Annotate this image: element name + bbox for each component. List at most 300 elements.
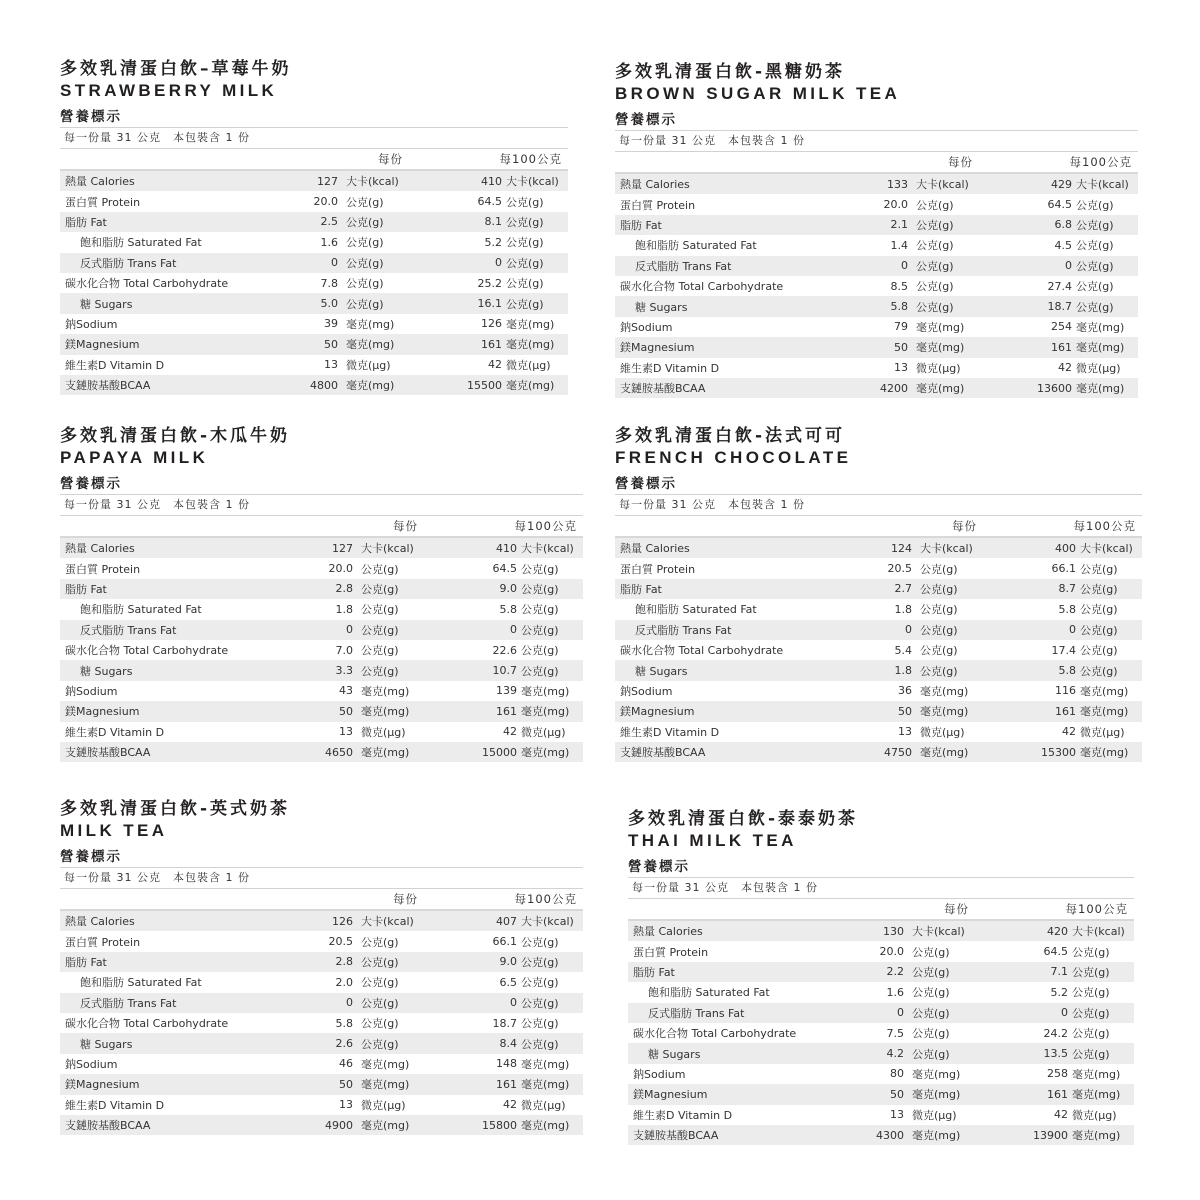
- per-100g-value: 410: [496, 541, 517, 555]
- per-100g-unit: 毫克(mg): [1080, 746, 1129, 760]
- per-100g-value: 116: [1055, 684, 1076, 698]
- per-100g-unit: 公克(g): [1080, 644, 1118, 658]
- table-row: [615, 722, 1142, 742]
- per-100g-unit: 毫克(mg): [506, 338, 555, 352]
- per-100g-unit: 毫克(mg): [1076, 341, 1125, 355]
- table-row: [615, 599, 1142, 619]
- per-100g-unit: 公克(g): [521, 603, 559, 617]
- per-100g-unit: 公克(g): [1076, 239, 1114, 253]
- col-per-serving: 每份: [944, 902, 969, 916]
- nutrient-name: 支鏈胺基酸BCAA: [620, 382, 706, 396]
- per-100g-value: 42: [1054, 1108, 1068, 1122]
- col-per-100g: 每100公克: [1065, 902, 1128, 916]
- per-serving-value: 50: [324, 337, 338, 351]
- per-100g-value: 8.7: [1058, 582, 1076, 596]
- product-title-en: FRENCH CHOCOLATE: [615, 448, 852, 467]
- nutrient-name: 糖 Sugars: [648, 1047, 701, 1061]
- table-row: [60, 972, 583, 992]
- per-100g-value: 13900: [1033, 1128, 1068, 1142]
- per-serving-unit: 毫克(mg): [916, 382, 965, 396]
- per-serving-unit: 公克(g): [361, 935, 399, 949]
- per-100g-value: 4.5: [1054, 238, 1072, 252]
- per-serving-unit: 大卡(kcal): [361, 542, 414, 556]
- per-serving-value: 0: [346, 623, 353, 637]
- nutrition-panel-5: [60, 798, 583, 1135]
- per-100g-unit: 公克(g): [521, 1017, 559, 1031]
- column-header: [60, 516, 583, 538]
- per-100g-value: 18.7: [492, 1016, 517, 1030]
- nutrient-name: 維生素D Vitamin D: [65, 358, 165, 372]
- per-100g-value: 7.1: [1050, 965, 1068, 979]
- per-100g-value: 5.2: [1050, 985, 1068, 999]
- per-serving-unit: 毫克(mg): [361, 1057, 410, 1071]
- per-serving-unit: 毫克(mg): [912, 1088, 961, 1102]
- per-100g-value: 64.5: [1047, 198, 1072, 212]
- per-serving-unit: 公克(g): [346, 297, 384, 311]
- col-per-100g: 每100公克: [499, 152, 562, 166]
- per-serving-unit: 公克(g): [912, 1027, 950, 1041]
- nutrient-name: 碳水化合物 Total Carbohydrate: [620, 644, 784, 658]
- table-row: [628, 921, 1134, 941]
- per-serving-value: 46: [339, 1057, 353, 1071]
- per-100g-value: 0: [1065, 259, 1072, 273]
- col-per-serving: 每份: [393, 892, 418, 906]
- per-100g-value: 0: [510, 996, 517, 1010]
- table-row: [60, 1013, 583, 1033]
- per-serving-unit: 公克(g): [361, 996, 399, 1010]
- nutrient-name: 熱量 Calories: [633, 925, 703, 939]
- per-100g-unit: 毫克(mg): [506, 379, 555, 393]
- per-100g-unit: 公克(g): [1080, 562, 1118, 576]
- per-serving-unit: 微克(μg): [346, 358, 391, 372]
- nutrition-panel-4: [615, 425, 1142, 762]
- table-row: [60, 293, 568, 313]
- per-100g-value: 13600: [1037, 381, 1072, 395]
- per-100g-value: 15800: [482, 1118, 517, 1132]
- per-100g-unit: 公克(g): [521, 562, 559, 576]
- serving-info: 每一份量 31 公克 本包裝含 1 份: [60, 494, 583, 516]
- per-100g-value: 420: [1047, 924, 1068, 938]
- per-serving-unit: 毫克(mg): [912, 1067, 961, 1081]
- product-title-zh: 多效乳清蛋白飲-法式可可: [615, 426, 846, 446]
- per-100g-unit: 公克(g): [1076, 218, 1114, 232]
- per-serving-value: 13: [339, 725, 353, 739]
- per-serving-unit: 公克(g): [361, 644, 399, 658]
- table-row: [615, 538, 1142, 558]
- serving-info: 每一份量 31 公克 本包裝含 1 份: [628, 877, 1134, 899]
- table-row: [628, 1064, 1134, 1084]
- table-row: [60, 1033, 583, 1053]
- per-100g-unit: 公克(g): [521, 1037, 559, 1051]
- per-serving-value: 127: [317, 174, 338, 188]
- nutrient-name: 碳水化合物 Total Carbohydrate: [633, 1027, 797, 1041]
- per-100g-unit: 毫克(mg): [521, 684, 570, 698]
- per-serving-unit: 公克(g): [912, 1047, 950, 1061]
- per-serving-value: 8.5: [890, 279, 908, 293]
- table-row: [60, 722, 583, 742]
- per-100g-unit: 毫克(mg): [1072, 1088, 1121, 1102]
- nutrient-name: 蛋白質 Protein: [620, 562, 696, 576]
- table-row: [60, 253, 568, 273]
- table-row: [60, 993, 583, 1013]
- table-row: [615, 640, 1142, 660]
- nutrient-name: 碳水化合物 Total Carbohydrate: [65, 277, 229, 291]
- per-serving-value: 36: [898, 684, 912, 698]
- per-serving-value: 50: [339, 704, 353, 718]
- column-header: [60, 889, 583, 911]
- per-serving-unit: 公克(g): [920, 562, 958, 576]
- table-row: [60, 681, 583, 701]
- per-100g-unit: 毫克(mg): [521, 746, 570, 760]
- nutrient-name: 鈉Sodium: [65, 317, 118, 331]
- per-serving-unit: 毫克(mg): [361, 1119, 410, 1133]
- nutrition-table: [628, 921, 1134, 1145]
- per-100g-unit: 公克(g): [1076, 259, 1114, 273]
- per-100g-unit: 公克(g): [506, 256, 544, 270]
- per-serving-value: 1.4: [890, 238, 908, 252]
- per-100g-value: 13.5: [1043, 1047, 1068, 1061]
- col-per-100g: 每100公克: [1073, 519, 1136, 533]
- per-100g-unit: 毫克(mg): [1072, 1129, 1121, 1143]
- per-serving-unit: 公克(g): [916, 218, 954, 232]
- per-serving-value: 5.4: [894, 643, 912, 657]
- per-100g-unit: 毫克(mg): [521, 705, 570, 719]
- per-100g-unit: 公克(g): [521, 955, 559, 969]
- per-100g-value: 17.4: [1051, 643, 1076, 657]
- serving-info: 每一份量 31 公克 本包裝含 1 份: [615, 494, 1142, 516]
- nutrient-name: 維生素D Vitamin D: [65, 725, 165, 739]
- per-serving-unit: 公克(g): [361, 603, 399, 617]
- per-serving-value: 0: [901, 259, 908, 273]
- per-100g-unit: 公克(g): [1080, 664, 1118, 678]
- per-100g-value: 161: [496, 704, 517, 718]
- nutrient-name: 支鏈胺基酸BCAA: [65, 1119, 151, 1133]
- nutrition-facts-heading: 營養標示: [60, 476, 122, 492]
- nutrient-name: 鈉Sodium: [620, 684, 673, 698]
- nutrient-name: 鈉Sodium: [633, 1067, 686, 1081]
- per-serving-unit: 大卡(kcal): [346, 175, 399, 189]
- table-row: [60, 911, 583, 931]
- per-serving-value: 130: [883, 924, 904, 938]
- per-serving-value: 1.8: [894, 664, 912, 678]
- nutrient-name: 碳水化合物 Total Carbohydrate: [65, 644, 229, 658]
- per-100g-value: 8.1: [484, 215, 502, 229]
- per-serving-value: 4900: [325, 1118, 353, 1132]
- per-serving-value: 5.0: [320, 297, 338, 311]
- per-100g-value: 42: [503, 1098, 517, 1112]
- nutrient-name: 飽和脂肪 Saturated Fat: [80, 236, 202, 250]
- table-row: [628, 1043, 1134, 1063]
- column-header: [628, 899, 1134, 921]
- product-title-en: THAI MILK TEA: [628, 831, 797, 850]
- table-row: [628, 982, 1134, 1002]
- table-row: [60, 620, 583, 640]
- col-per-serving: 每份: [393, 519, 418, 533]
- column-header: [615, 516, 1142, 538]
- per-serving-unit: 公克(g): [916, 300, 954, 314]
- table-row: [615, 378, 1138, 398]
- nutrient-name: 反式脂肪 Trans Fat: [80, 996, 177, 1010]
- per-100g-unit: 微克(μg): [1076, 361, 1121, 375]
- per-100g-value: 27.4: [1047, 279, 1072, 293]
- per-serving-value: 5.8: [335, 1016, 353, 1030]
- per-serving-value: 4750: [884, 745, 912, 759]
- table-row: [60, 660, 583, 680]
- per-100g-value: 0: [1069, 623, 1076, 637]
- table-row: [60, 742, 583, 762]
- nutrient-name: 鈉Sodium: [65, 1057, 118, 1071]
- table-row: [615, 317, 1138, 337]
- per-serving-unit: 公克(g): [916, 239, 954, 253]
- nutrient-name: 飽和脂肪 Saturated Fat: [635, 239, 757, 253]
- table-row: [628, 1105, 1134, 1125]
- per-100g-unit: 公克(g): [1076, 300, 1114, 314]
- col-per-serving: 每份: [948, 155, 973, 169]
- per-100g-value: 5.8: [1058, 664, 1076, 678]
- col-per-serving: 每份: [952, 519, 977, 533]
- per-100g-value: 139: [496, 684, 517, 698]
- product-title-en: STRAWBERRY MILK: [60, 81, 278, 100]
- per-serving-unit: 公克(g): [361, 955, 399, 969]
- per-100g-value: 5.2: [484, 235, 502, 249]
- table-row: [615, 256, 1138, 276]
- table-row: [60, 1074, 583, 1094]
- table-row: [615, 276, 1138, 296]
- per-serving-value: 126: [332, 914, 353, 928]
- per-100g-value: 0: [495, 256, 502, 270]
- serving-info: 每一份量 31 公克 本包裝含 1 份: [60, 867, 583, 889]
- per-100g-value: 42: [1058, 361, 1072, 375]
- per-100g-unit: 公克(g): [506, 195, 544, 209]
- nutrient-name: 飽和脂肪 Saturated Fat: [648, 986, 770, 1000]
- column-header: [615, 152, 1138, 174]
- per-serving-unit: 公克(g): [361, 976, 399, 990]
- per-serving-unit: 毫克(mg): [346, 317, 395, 331]
- nutrient-name: 維生素D Vitamin D: [633, 1108, 733, 1122]
- per-serving-value: 80: [890, 1067, 904, 1081]
- table-row: [60, 1054, 583, 1074]
- per-100g-value: 64.5: [477, 195, 502, 209]
- per-serving-unit: 公克(g): [346, 236, 384, 250]
- nutrient-name: 蛋白質 Protein: [633, 945, 709, 959]
- nutrient-name: 反式脂肪 Trans Fat: [80, 256, 177, 270]
- per-serving-unit: 微克(μg): [916, 361, 961, 375]
- nutrition-table: [60, 911, 583, 1135]
- per-100g-value: 148: [496, 1057, 517, 1071]
- per-serving-unit: 公克(g): [916, 259, 954, 273]
- nutrient-name: 糖 Sugars: [80, 1037, 133, 1051]
- nutrient-name: 鎂Magnesium: [620, 705, 695, 719]
- table-row: [60, 701, 583, 721]
- product-title-en: BROWN SUGAR MILK TEA: [615, 84, 901, 103]
- per-serving-value: 1.6: [886, 985, 904, 999]
- per-100g-value: 5.8: [1058, 602, 1076, 616]
- per-serving-value: 127: [332, 541, 353, 555]
- table-row: [60, 931, 583, 951]
- per-100g-unit: 公克(g): [1076, 280, 1114, 294]
- table-row: [615, 742, 1142, 762]
- per-100g-value: 429: [1051, 177, 1072, 191]
- nutrient-name: 糖 Sugars: [635, 300, 688, 314]
- per-100g-value: 6.5: [499, 975, 517, 989]
- per-100g-unit: 公克(g): [521, 644, 559, 658]
- per-serving-value: 20.0: [879, 945, 904, 959]
- per-100g-unit: 公克(g): [521, 664, 559, 678]
- per-serving-unit: 公克(g): [361, 562, 399, 576]
- per-serving-value: 2.6: [335, 1037, 353, 1051]
- per-100g-unit: 毫克(mg): [1080, 705, 1129, 719]
- per-serving-unit: 公克(g): [920, 644, 958, 658]
- per-serving-value: 20.5: [328, 935, 353, 949]
- per-serving-value: 50: [339, 1077, 353, 1091]
- per-100g-value: 10.7: [492, 664, 517, 678]
- nutrient-name: 支鏈胺基酸BCAA: [65, 746, 151, 760]
- per-100g-value: 161: [1055, 704, 1076, 718]
- table-row: [60, 334, 568, 354]
- per-serving-unit: 微克(μg): [361, 1098, 406, 1112]
- per-serving-value: 7.0: [335, 643, 353, 657]
- nutrition-facts-heading: 營養標示: [615, 476, 677, 492]
- table-row: [60, 273, 568, 293]
- per-serving-unit: 公克(g): [916, 280, 954, 294]
- per-100g-value: 126: [481, 317, 502, 331]
- per-serving-unit: 公克(g): [920, 582, 958, 596]
- per-serving-unit: 大卡(kcal): [361, 915, 414, 929]
- per-serving-value: 4800: [310, 378, 338, 392]
- per-serving-unit: 毫克(mg): [361, 684, 410, 698]
- per-serving-unit: 大卡(kcal): [916, 178, 969, 192]
- per-100g-value: 161: [496, 1077, 517, 1091]
- table-row: [628, 1084, 1134, 1104]
- nutrient-name: 反式脂肪 Trans Fat: [635, 623, 732, 637]
- per-100g-unit: 大卡(kcal): [1076, 178, 1129, 192]
- nutrient-name: 反式脂肪 Trans Fat: [635, 259, 732, 273]
- per-100g-unit: 公克(g): [1072, 986, 1110, 1000]
- per-serving-value: 124: [891, 541, 912, 555]
- per-serving-unit: 公克(g): [346, 195, 384, 209]
- nutrition-facts-heading: 營養標示: [60, 849, 122, 865]
- per-serving-unit: 公克(g): [912, 1006, 950, 1020]
- nutrient-name: 熱量 Calories: [620, 542, 690, 556]
- per-100g-unit: 大卡(kcal): [521, 542, 574, 556]
- per-serving-unit: 毫克(mg): [920, 684, 969, 698]
- per-100g-value: 42: [488, 358, 502, 372]
- per-serving-value: 50: [898, 704, 912, 718]
- per-serving-value: 3.3: [335, 664, 353, 678]
- per-100g-unit: 公克(g): [1080, 582, 1118, 596]
- per-serving-value: 43: [339, 684, 353, 698]
- table-row: [628, 1003, 1134, 1023]
- table-row: [615, 194, 1138, 214]
- table-row: [60, 640, 583, 660]
- per-serving-unit: 公克(g): [361, 664, 399, 678]
- per-serving-value: 13: [894, 361, 908, 375]
- col-per-100g: 每100公克: [514, 519, 577, 533]
- nutrient-name: 碳水化合物 Total Carbohydrate: [65, 1017, 229, 1031]
- table-row: [60, 538, 583, 558]
- per-100g-unit: 大卡(kcal): [1080, 542, 1133, 556]
- per-serving-unit: 毫克(mg): [346, 338, 395, 352]
- per-serving-unit: 大卡(kcal): [912, 925, 965, 939]
- per-serving-value: 20.5: [887, 562, 912, 576]
- per-100g-value: 42: [503, 725, 517, 739]
- nutrient-name: 飽和脂肪 Saturated Fat: [80, 603, 202, 617]
- per-serving-value: 2.2: [886, 965, 904, 979]
- per-serving-unit: 大卡(kcal): [920, 542, 973, 556]
- table-row: [60, 1095, 583, 1115]
- column-header: [60, 149, 568, 171]
- per-100g-unit: 毫克(mg): [521, 1078, 570, 1092]
- nutrition-facts-heading: 營養標示: [615, 112, 677, 128]
- table-row: [60, 212, 568, 232]
- nutrient-name: 碳水化合物 Total Carbohydrate: [620, 280, 784, 294]
- serving-info: 每一份量 31 公克 本包裝含 1 份: [60, 127, 568, 149]
- per-100g-unit: 大卡(kcal): [1072, 925, 1125, 939]
- per-100g-unit: 毫克(mg): [1076, 320, 1125, 334]
- nutrition-panel-6: [628, 808, 1134, 1145]
- product-title-zh: 多效乳清蛋白飲–草莓牛奶: [60, 59, 292, 79]
- nutrient-name: 鎂Magnesium: [65, 705, 140, 719]
- per-serving-value: 2.1: [890, 218, 908, 232]
- per-100g-unit: 公克(g): [1072, 1027, 1110, 1041]
- per-serving-unit: 毫克(mg): [920, 746, 969, 760]
- per-100g-unit: 微克(μg): [1080, 725, 1125, 739]
- nutrient-name: 鎂Magnesium: [620, 341, 695, 355]
- per-serving-value: 133: [887, 177, 908, 191]
- per-serving-value: 0: [331, 256, 338, 270]
- per-serving-value: 1.8: [335, 602, 353, 616]
- table-row: [615, 660, 1142, 680]
- product-title-en: PAPAYA MILK: [60, 448, 209, 467]
- per-serving-unit: 微克(μg): [920, 725, 965, 739]
- per-100g-value: 15000: [482, 745, 517, 759]
- per-serving-value: 2.8: [335, 955, 353, 969]
- per-100g-value: 0: [510, 623, 517, 637]
- serving-info: 每一份量 31 公克 本包裝含 1 份: [615, 130, 1138, 152]
- table-row: [628, 1023, 1134, 1043]
- per-serving-value: 20.0: [328, 562, 353, 576]
- nutrient-name: 維生素D Vitamin D: [65, 1098, 165, 1112]
- per-serving-value: 13: [890, 1108, 904, 1122]
- table-row: [60, 1115, 583, 1135]
- nutrient-name: 蛋白質 Protein: [65, 562, 141, 576]
- per-serving-unit: 微克(μg): [361, 725, 406, 739]
- table-row: [615, 620, 1142, 640]
- table-row: [615, 558, 1142, 578]
- per-100g-unit: 毫克(mg): [506, 317, 555, 331]
- per-100g-unit: 公克(g): [1072, 1047, 1110, 1061]
- per-100g-value: 24.2: [1043, 1026, 1068, 1040]
- per-serving-unit: 毫克(mg): [346, 379, 395, 393]
- per-serving-value: 2.8: [335, 582, 353, 596]
- per-100g-unit: 公克(g): [521, 582, 559, 596]
- per-serving-value: 50: [890, 1087, 904, 1101]
- per-serving-value: 2.0: [335, 975, 353, 989]
- per-serving-unit: 公克(g): [920, 664, 958, 678]
- per-serving-value: 0: [346, 996, 353, 1010]
- per-serving-value: 0: [897, 1006, 904, 1020]
- table-row: [60, 375, 568, 395]
- nutrient-name: 維生素D Vitamin D: [620, 725, 720, 739]
- nutrient-name: 熱量 Calories: [65, 915, 135, 929]
- per-100g-unit: 公克(g): [521, 623, 559, 637]
- nutrient-name: 熱量 Calories: [65, 542, 135, 556]
- table-row: [615, 681, 1142, 701]
- per-100g-unit: 公克(g): [521, 976, 559, 990]
- nutrient-name: 蛋白質 Protein: [620, 198, 696, 212]
- per-serving-value: 79: [894, 320, 908, 334]
- per-serving-value: 0: [905, 623, 912, 637]
